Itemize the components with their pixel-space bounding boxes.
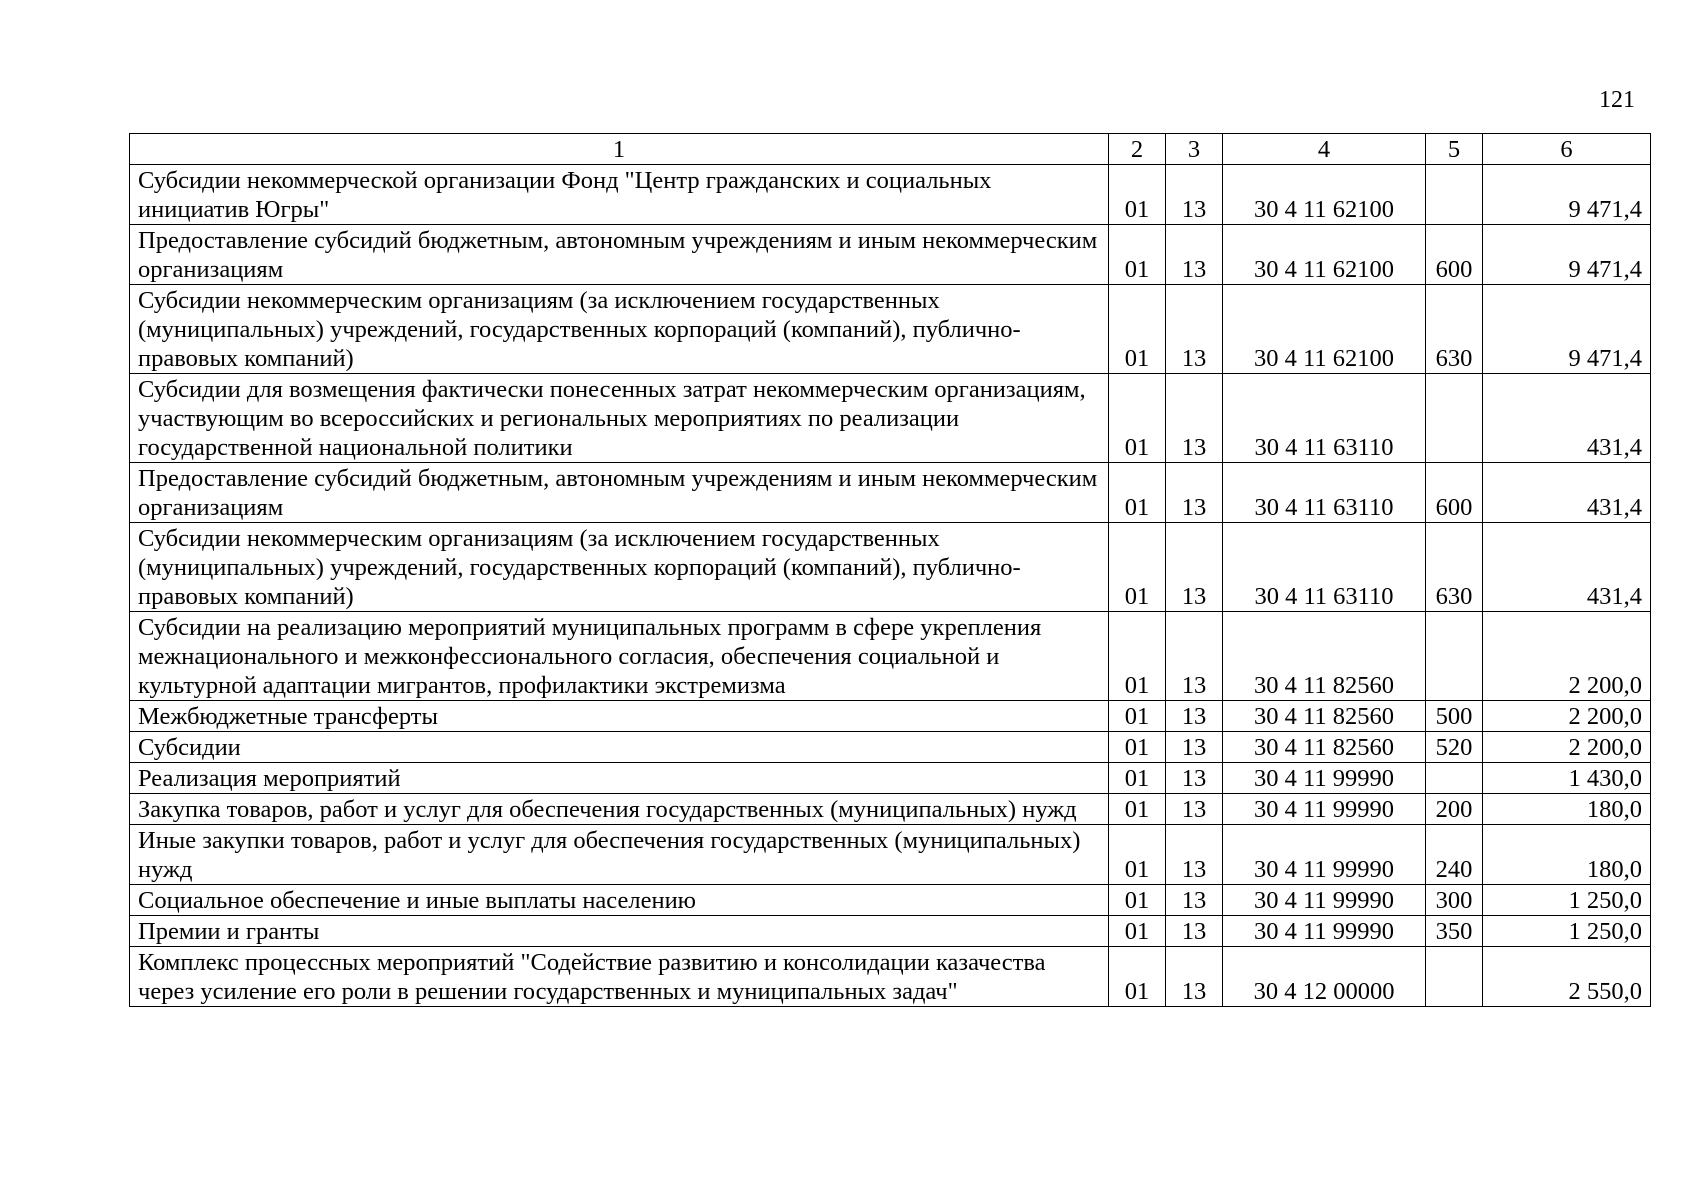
section-code-cell: 01: [1109, 165, 1166, 225]
target-article-cell: 30 4 11 82560: [1223, 701, 1426, 732]
section-code-cell: 01: [1109, 463, 1166, 523]
column-header-5: 5: [1426, 134, 1483, 165]
amount-cell: 2 200,0: [1483, 732, 1651, 763]
target-article-cell: 30 4 11 63110: [1223, 374, 1426, 463]
section-code-cell: 01: [1109, 523, 1166, 612]
table-body: [130, 165, 1651, 1007]
target-article-cell: 30 4 11 99990: [1223, 794, 1426, 825]
expense-type-cell: 630: [1426, 285, 1483, 374]
expense-type-cell: 300: [1426, 885, 1483, 916]
amount-cell: 1 250,0: [1483, 916, 1651, 947]
section-code-cell: 01: [1109, 763, 1166, 794]
subsection-code-cell: 13: [1166, 374, 1223, 463]
section-code-cell: 01: [1109, 794, 1166, 825]
table-row: [130, 947, 1651, 1007]
column-header-1: 1: [130, 134, 1109, 165]
subsection-code-cell: 13: [1166, 612, 1223, 701]
row-name-cell: Субсидии: [130, 732, 1109, 763]
section-code-cell: 01: [1109, 732, 1166, 763]
row-name-cell: Предоставление субсидий бюджетным, автономным учреждениям и иным некоммерческим организациям: [130, 225, 1109, 285]
row-name-cell: Иные закупки товаров, работ и услуг для обеспечения государственных (муниципальных) нужд: [130, 825, 1109, 885]
section-code-cell: 01: [1109, 916, 1166, 947]
budget-table: [129, 133, 1651, 1007]
expense-type-cell: 630: [1426, 523, 1483, 612]
row-name-cell: Закупка товаров, работ и услуг для обеспечения государственных (муниципальных) нужд: [130, 794, 1109, 825]
expense-type-cell: [1426, 612, 1483, 701]
row-name-cell: Премии и гранты: [130, 916, 1109, 947]
subsection-code-cell: 13: [1166, 523, 1223, 612]
section-code-cell: 01: [1109, 374, 1166, 463]
expense-type-cell: 600: [1426, 225, 1483, 285]
subsection-code-cell: 13: [1166, 794, 1223, 825]
column-header-3: 3: [1166, 134, 1223, 165]
section-code-cell: 01: [1109, 701, 1166, 732]
table-row: [130, 885, 1651, 916]
amount-cell: 2 550,0: [1483, 947, 1651, 1007]
expense-type-cell: 240: [1426, 825, 1483, 885]
subsection-code-cell: 13: [1166, 916, 1223, 947]
amount-cell: 431,4: [1483, 374, 1651, 463]
row-name-cell: Субсидии на реализацию мероприятий муниципальных программ в сфере укрепления межнационального и межконфессионального согласия, обеспечения социальной и культурной адаптации мигрантов, профилактики экстремизма: [130, 612, 1109, 701]
row-name-cell: Комплекс процессных мероприятий "Содействие развитию и консолидации казачества через усиление его роли в решении государственных и муниципальных задач": [130, 947, 1109, 1007]
target-article-cell: 30 4 11 62100: [1223, 165, 1426, 225]
target-article-cell: 30 4 11 82560: [1223, 732, 1426, 763]
table-row: [130, 794, 1651, 825]
row-name-cell: Социальное обеспечение и иные выплаты населению: [130, 885, 1109, 916]
target-article-cell: 30 4 11 99990: [1223, 885, 1426, 916]
amount-cell: 1 430,0: [1483, 763, 1651, 794]
amount-cell: 9 471,4: [1483, 225, 1651, 285]
expense-type-cell: [1426, 374, 1483, 463]
table-row: [130, 732, 1651, 763]
expense-type-cell: 350: [1426, 916, 1483, 947]
row-name-cell: Межбюджетные трансферты: [130, 701, 1109, 732]
page-number: 121: [1599, 87, 1635, 113]
amount-cell: 2 200,0: [1483, 612, 1651, 701]
expense-type-cell: [1426, 165, 1483, 225]
subsection-code-cell: 13: [1166, 285, 1223, 374]
expense-type-cell: 500: [1426, 701, 1483, 732]
subsection-code-cell: 13: [1166, 763, 1223, 794]
target-article-cell: 30 4 11 62100: [1223, 225, 1426, 285]
expense-type-cell: 600: [1426, 463, 1483, 523]
amount-cell: 9 471,4: [1483, 285, 1651, 374]
table-row: [130, 374, 1651, 463]
table-row: [130, 916, 1651, 947]
row-name-cell: Субсидии некоммерческой организации Фонд "Центр гражданских и социальных инициатив Югры": [130, 165, 1109, 225]
amount-cell: 431,4: [1483, 463, 1651, 523]
section-code-cell: 01: [1109, 947, 1166, 1007]
target-article-cell: 30 4 11 62100: [1223, 285, 1426, 374]
amount-cell: 1 250,0: [1483, 885, 1651, 916]
target-article-cell: 30 4 11 99990: [1223, 916, 1426, 947]
expense-type-cell: [1426, 947, 1483, 1007]
subsection-code-cell: 13: [1166, 885, 1223, 916]
subsection-code-cell: 13: [1166, 463, 1223, 523]
table-row: [130, 285, 1651, 374]
table-row: [130, 701, 1651, 732]
row-name-cell: Субсидии некоммерческим организациям (за исключением государственных (муниципальных) учреждений, государственных корпораций (компаний), публично-правовых компаний): [130, 523, 1109, 612]
table-row: [130, 463, 1651, 523]
section-code-cell: 01: [1109, 225, 1166, 285]
row-name-cell: Субсидии для возмещения фактически понесенных затрат некоммерческим организациям, участвующим во всероссийских и региональных мероприятиях по реализации государственной национальной политики: [130, 374, 1109, 463]
subsection-code-cell: 13: [1166, 825, 1223, 885]
section-code-cell: 01: [1109, 612, 1166, 701]
column-header-6: 6: [1483, 134, 1651, 165]
amount-cell: 180,0: [1483, 825, 1651, 885]
column-header-4: 4: [1223, 134, 1426, 165]
table-row: [130, 165, 1651, 225]
section-code-cell: 01: [1109, 885, 1166, 916]
target-article-cell: 30 4 11 82560: [1223, 612, 1426, 701]
expense-type-cell: 520: [1426, 732, 1483, 763]
amount-cell: 431,4: [1483, 523, 1651, 612]
column-number-row: [130, 134, 1651, 165]
row-name-cell: Предоставление субсидий бюджетным, автономным учреждениям и иным некоммерческим организациям: [130, 463, 1109, 523]
subsection-code-cell: 13: [1166, 732, 1223, 763]
amount-cell: 180,0: [1483, 794, 1651, 825]
section-code-cell: 01: [1109, 285, 1166, 374]
row-name-cell: Субсидии некоммерческим организациям (за исключением государственных (муниципальных) учреждений, государственных корпораций (компаний), публично-правовых компаний): [130, 285, 1109, 374]
target-article-cell: 30 4 11 63110: [1223, 523, 1426, 612]
subsection-code-cell: 13: [1166, 165, 1223, 225]
subsection-code-cell: 13: [1166, 225, 1223, 285]
section-code-cell: 01: [1109, 825, 1166, 885]
amount-cell: 2 200,0: [1483, 701, 1651, 732]
row-name-cell: Реализация мероприятий: [130, 763, 1109, 794]
column-header-2: 2: [1109, 134, 1166, 165]
table-row: [130, 825, 1651, 885]
subsection-code-cell: 13: [1166, 947, 1223, 1007]
table-row: [130, 225, 1651, 285]
target-article-cell: 30 4 11 63110: [1223, 463, 1426, 523]
target-article-cell: 30 4 12 00000: [1223, 947, 1426, 1007]
subsection-code-cell: 13: [1166, 701, 1223, 732]
table-row: [130, 523, 1651, 612]
expense-type-cell: 200: [1426, 794, 1483, 825]
amount-cell: 9 471,4: [1483, 165, 1651, 225]
table-row: [130, 763, 1651, 794]
target-article-cell: 30 4 11 99990: [1223, 763, 1426, 794]
expense-type-cell: [1426, 763, 1483, 794]
target-article-cell: 30 4 11 99990: [1223, 825, 1426, 885]
table-row: [130, 612, 1651, 701]
